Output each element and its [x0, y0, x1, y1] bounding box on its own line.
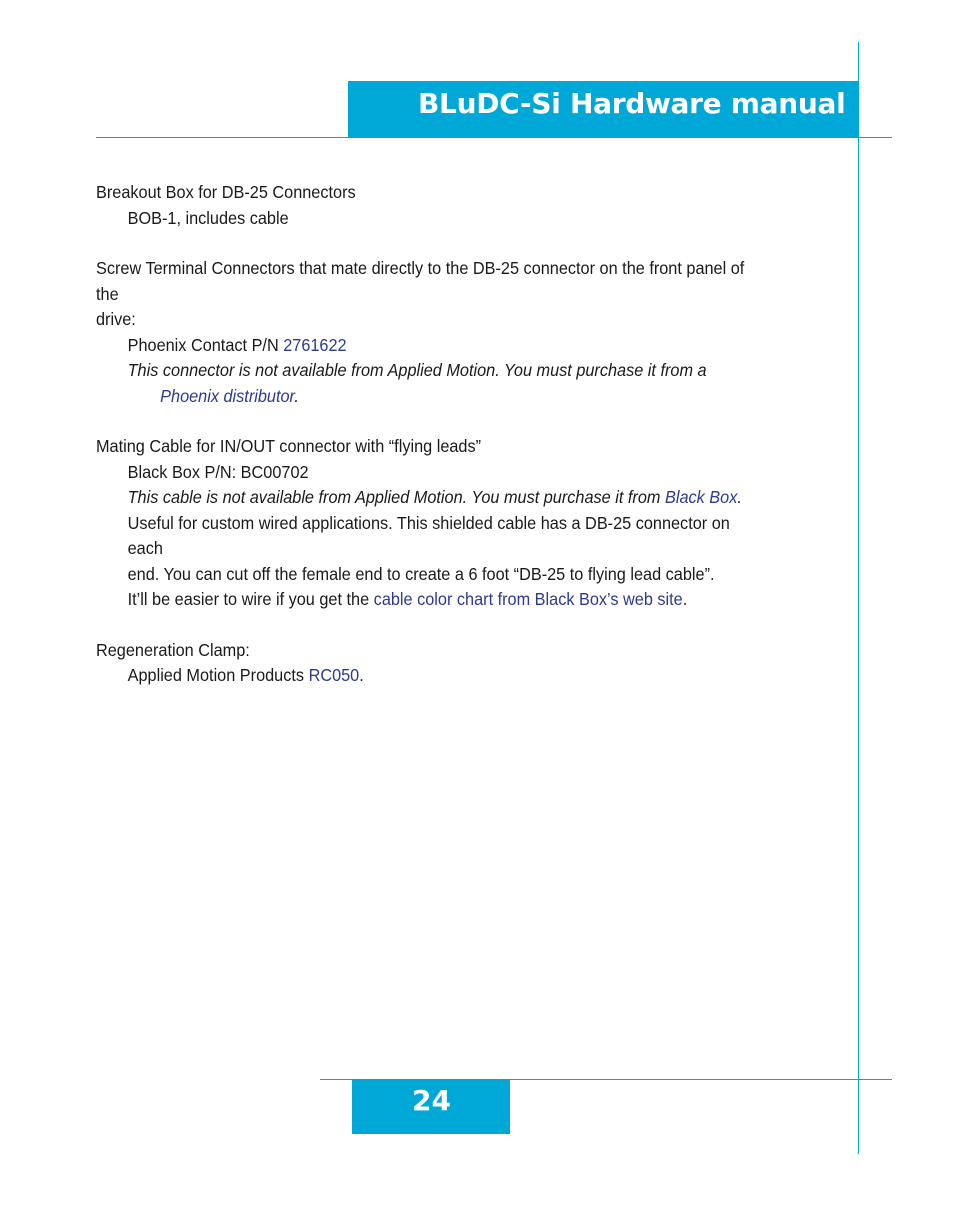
mating-desc3-end: .	[682, 589, 688, 609]
rc050-link[interactable]: RC050	[308, 665, 360, 685]
header-rule	[96, 137, 892, 138]
screw-heading-line2: drive:	[96, 309, 136, 329]
document-body	[96, 180, 766, 689]
regen-item-text: Applied Motion Products	[127, 665, 309, 685]
regen-item	[96, 663, 766, 689]
mating-desc-line3	[96, 587, 766, 613]
mating-note-text: This cable is not available from Applied Motion. You must purchase it from	[127, 487, 665, 507]
screw-note-line1: This connector is not available from Applied Motion. You must purchase it from a	[127, 360, 707, 380]
breakout-item: BOB-1, includes cable	[127, 207, 289, 228]
screw-note-end: .	[294, 385, 299, 406]
mating-desc3-text: It’ll be easier to wire if you get the	[127, 589, 374, 609]
black-box-link[interactable]: Black Box	[664, 487, 738, 507]
right-margin-rule	[858, 42, 859, 1154]
breakout-heading: Breakout Box for DB-25 Connectors	[96, 182, 356, 202]
page-number-box	[352, 1080, 510, 1134]
screw-part-number	[96, 333, 766, 359]
screw-heading-line1: Screw Terminal Connectors that mate directly to the DB-25 connector on the front panel of the	[96, 258, 745, 304]
mating-note	[96, 485, 766, 511]
phoenix-distributor-link[interactable]: Phoenix distributor	[160, 385, 295, 406]
mating-desc-line1: Useful for custom wired applications. This shielded cable has a DB-25 connector on each	[127, 512, 730, 558]
regen-item-end: .	[359, 665, 364, 685]
mating-part-number: Black Box P/N: BC00702	[127, 461, 309, 482]
screw-note-line2	[96, 384, 766, 410]
page-number: 24	[412, 1084, 451, 1117]
phoenix-part-link[interactable]: 2761622	[283, 334, 347, 355]
mating-desc-line2: end. You can cut off the female end to create a 6 foot “DB-25 to flying lead cable”.	[127, 563, 715, 584]
header-title-bar	[348, 81, 858, 137]
regen-heading: Regeneration Clamp:	[96, 639, 250, 660]
mating-heading: Mating Cable for IN/OUT connector with “flying leads”	[96, 436, 482, 456]
mating-note-end: .	[737, 487, 742, 507]
page-title: BLuDC-Si Hardware manual	[418, 87, 846, 120]
screw-pn-label: Phoenix Contact P/N	[127, 334, 284, 355]
color-chart-link[interactable]: cable color chart from Black Box’s web site	[373, 589, 683, 609]
